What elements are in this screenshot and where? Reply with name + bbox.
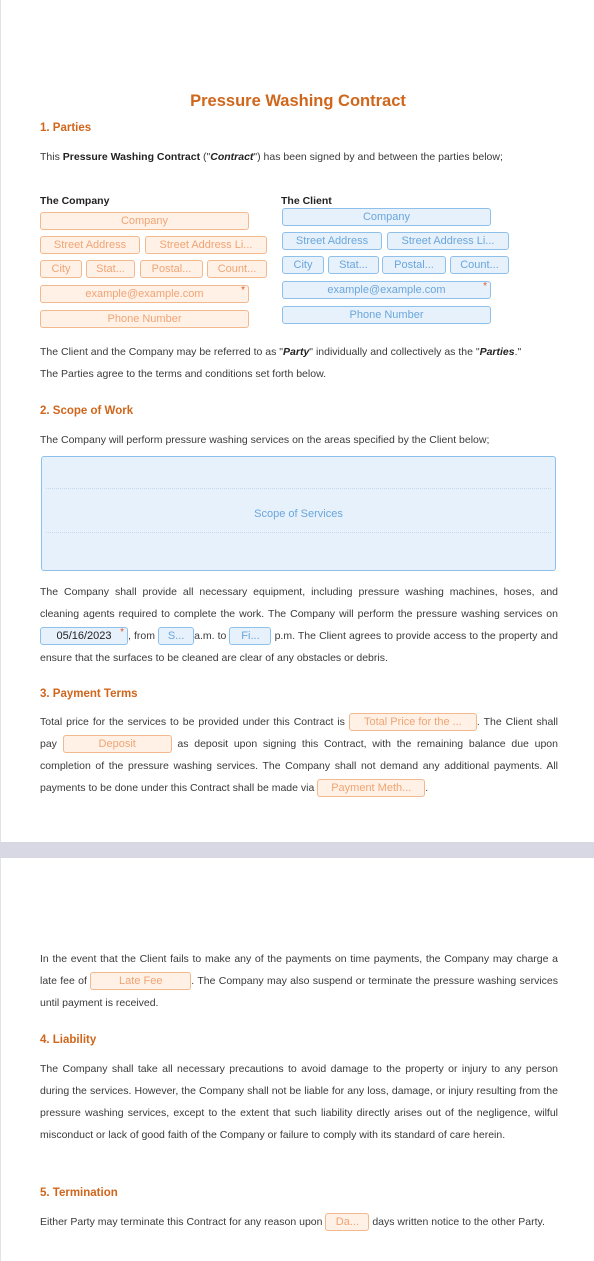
company-label: The Company	[40, 195, 110, 207]
required-mark: *	[483, 281, 487, 292]
client-state-field[interactable]: Stat...	[328, 256, 379, 274]
company-country-field[interactable]: Count...	[207, 260, 267, 278]
company-street-field[interactable]: Street Address	[40, 236, 140, 254]
scope-heading: 2. Scope of Work	[40, 405, 134, 417]
company-email-field[interactable]: example@example.com *	[40, 285, 249, 303]
parties-intro: This Pressure Washing Contract ("Contract") has been signed by and between the parties below;	[40, 151, 503, 163]
late-fee-field[interactable]: Late Fee	[90, 972, 191, 990]
client-label: The Client	[281, 195, 332, 207]
total-price-field[interactable]: Total Price for the ...	[349, 713, 477, 731]
service-date-field[interactable]: 05/16/2023 *	[40, 627, 128, 645]
client-phone-field[interactable]: Phone Number	[282, 306, 491, 324]
scope-intro: The Company will perform pressure washing services on the areas specified by the Client below;	[40, 434, 490, 446]
payment-method-field[interactable]: Payment Meth...	[317, 779, 425, 797]
company-state-field[interactable]: Stat...	[86, 260, 135, 278]
page-title: Pressure Washing Contract	[190, 92, 406, 110]
company-city-field[interactable]: City	[40, 260, 82, 278]
parties-refer-text: The Client and the Company may be referred to as "Party" individually and collectively as the "Parties."	[40, 346, 522, 358]
payment-heading: 3. Payment Terms	[40, 688, 138, 700]
required-mark: *	[120, 627, 124, 639]
textarea-guideline	[46, 532, 551, 533]
company-street2-field[interactable]: Street Address Li...	[145, 236, 267, 254]
end-time-field[interactable]: Fi...	[229, 627, 271, 645]
scope-of-services-textarea[interactable]	[41, 456, 556, 571]
required-mark: *	[241, 285, 245, 296]
scope-paragraph: The Company shall provide all necessary equipment, including pressure washing machines, hoses, and cleaning agents required to complete the work. The Company will perform the pressure washing services on 05/16/2023 * , from S... a.m. to Fi... p.m. The Client agrees to provide access to the property and ensure that the surfaces to be cleaned are clear of any obstacles or debris.	[40, 586, 558, 664]
termination-heading: 5. Termination	[40, 1187, 118, 1199]
client-street2-field[interactable]: Street Address Li...	[387, 232, 509, 250]
scope-placeholder: Scope of Services	[254, 508, 343, 520]
start-time-field[interactable]: S...	[158, 627, 194, 645]
liability-heading: 4. Liability	[40, 1034, 97, 1046]
document-page-2	[0, 858, 594, 1261]
parties-heading: 1. Parties	[40, 122, 92, 134]
termination-paragraph: Either Party may terminate this Contract for any reason upon Da... days written notice to the other Party.	[40, 1211, 558, 1233]
textarea-guideline	[46, 488, 551, 489]
company-phone-field[interactable]: Phone Number	[40, 310, 249, 328]
payment-paragraph: Total price for the services to be provided under this Contract is Total Price for the ... . The Client shall pay Deposit as deposit upon signing this Contract, with the remaining balance due upon completion of the pressure washing services. The Company shall not demand any additional payments. All payments to be done under this Contract shall be made via Payment Meth... .	[40, 711, 558, 799]
company-name-field[interactable]: Company	[40, 212, 249, 230]
notice-days-field[interactable]: Da...	[325, 1213, 369, 1231]
client-country-field[interactable]: Count...	[450, 256, 509, 274]
late-fee-paragraph: In the event that the Client fails to make any of the payments on time payments, the Company may charge a late fee of Late Fee . The Company may also suspend or terminate the pressure washing services until payment is received.	[40, 953, 558, 1009]
client-name-field[interactable]: Company	[282, 208, 491, 226]
parties-agree-text: The Parties agree to the terms and conditions set forth below.	[40, 368, 326, 380]
page-separator	[0, 842, 594, 858]
company-postal-field[interactable]: Postal...	[140, 260, 203, 278]
deposit-field[interactable]: Deposit	[63, 735, 172, 753]
client-email-field[interactable]: example@example.com *	[282, 281, 491, 299]
client-postal-field[interactable]: Postal...	[382, 256, 446, 274]
client-city-field[interactable]: City	[282, 256, 324, 274]
client-street-field[interactable]: Street Address	[282, 232, 382, 250]
liability-paragraph: The Company shall take all necessary precautions to avoid damage to the property or injury to any person during the services. However, the Company shall not be liable for any loss, damage, or injury resulting from the pressure washing services, except to the extent that such liability directly arises out of the negligence, wilful misconduct or lack of good faith of the Company or failure to comply with its standard of care herein.	[40, 1063, 558, 1141]
